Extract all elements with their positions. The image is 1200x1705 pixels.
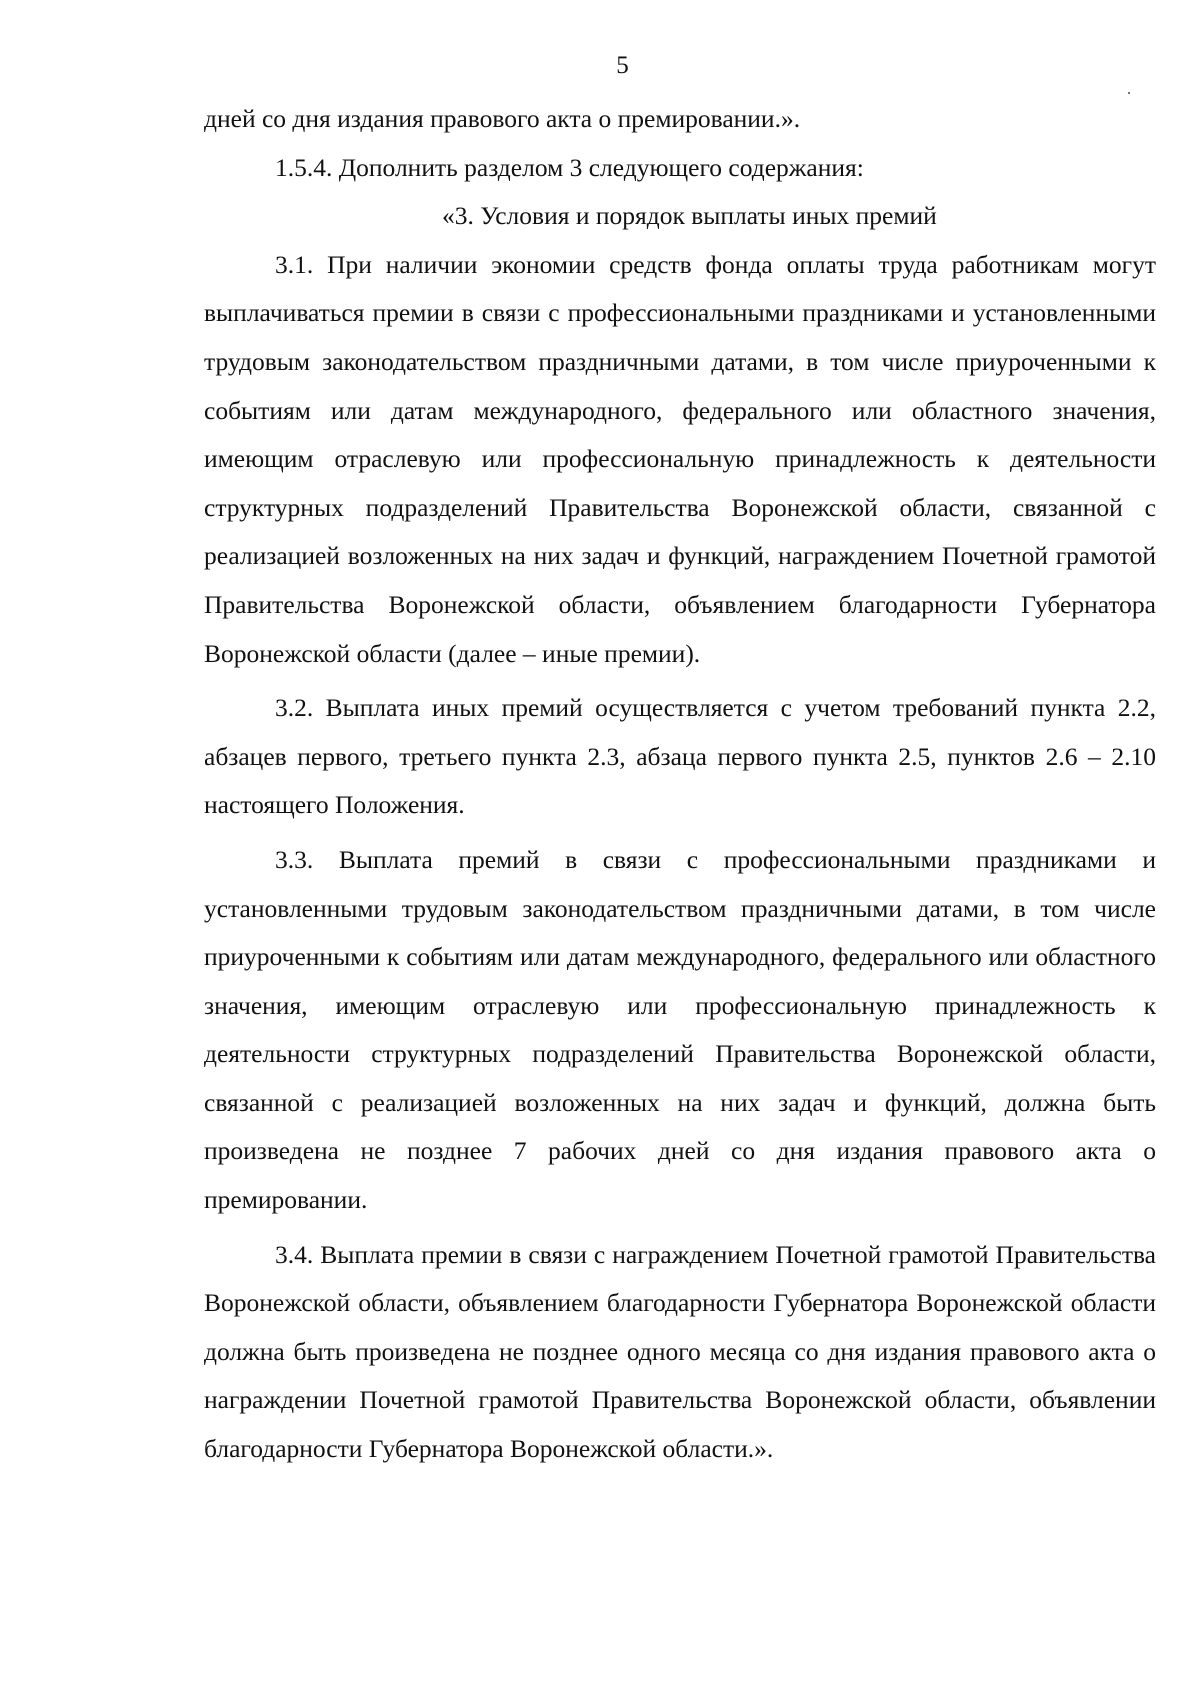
paragraph-3-3: 3.3. Выплата премий в связи с профессиональными праздниками и установленными трудовым законодательством праздничными датами, в том числе приуроченными к событиям или датам международного, федерального или областного значения, имеющим отраслевую или профессиональную принадлежность к деятельности структурных подразделений Правительства Воронежской области, связанной с реализацией возложенных на них задач и функций, должна быть произведена не позднее 7 рабочих дней со дня издания правового акта о премировании. [204,844,1156,1215]
section-3-title: «3. Условия и порядок выплаты иных премий [442,201,937,231]
paragraph-continuation: дней со дня издания правового акта о премировании.». [204,104,801,133]
page-number: 5 [616,52,629,79]
scan-speck [1128,92,1130,94]
paragraph-3-4: 3.4. Выплата премии в связи с награждением Почетной грамотой Правительства Воронежской области, объявлением благодарности Губернатора Воронежской области должна быть произведена не позднее одного месяца со дня издания правового акта о награждении Почетной грамотой Правительства Воронежской области, объявлении благодарности Губернатора Воронежской области.». [204,1239,1156,1464]
paragraph-3-2: 3.2. Выплата иных премий осуществляется с учетом требований пункта 2.2, абзацев первого, третьего пункта 2.3, абзаца первого пункта 2.5, пунктов 2.6 – 2.10 настоящего Положения. [204,693,1156,820]
paragraph-3-1: 3.1. При наличии экономии средств фонда оплаты труда работникам могут выплачиваться премии в связи с профессиональными праздниками и установленными трудовым законодательством праздничными датами, в том числе приуроченными к событиям или датам международного, федерального или областного значения, имеющим отраслевую или профессиональную принадлежность к деятельности структурных подразделений Правительства Воронежской области, связанной с реализацией возложенных на них задач и функций, награждением Почетной грамотой Правительства Воронежской области, объявлением благодарности Губернатора Воронежской области (далее – иные премии). [204,249,1156,668]
paragraph-1-5-4: 1.5.4. Дополнить разделом 3 следующего содержания: [275,152,864,182]
document-body [204,95,1156,1474]
